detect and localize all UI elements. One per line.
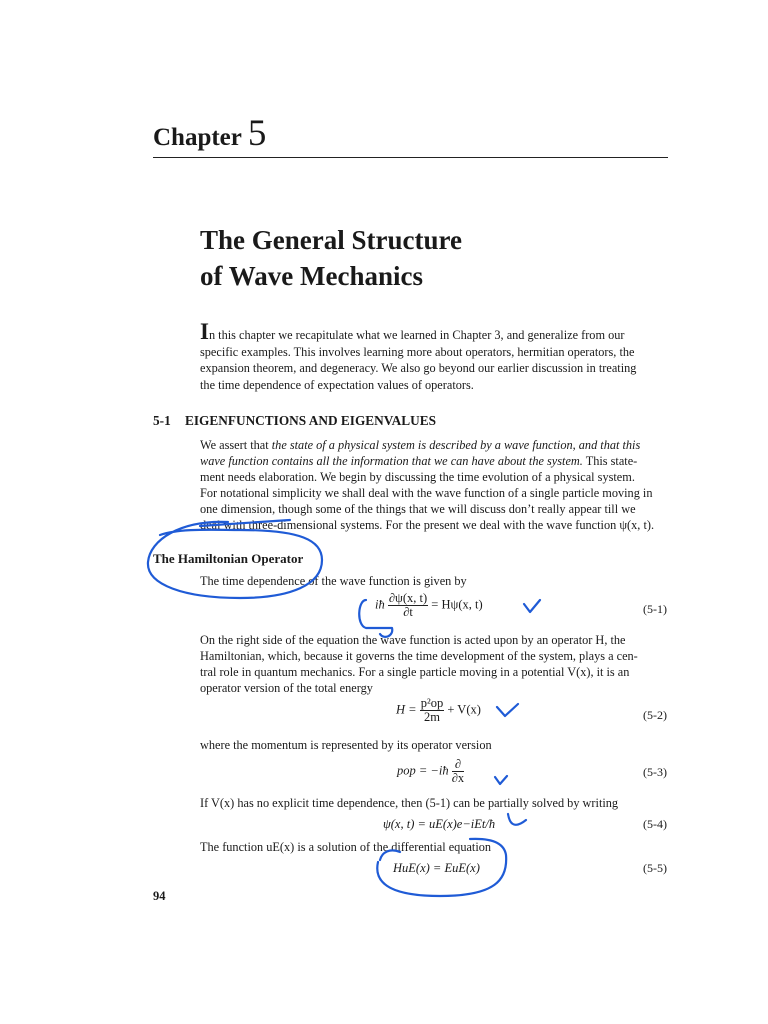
eq-denominator: ∂t bbox=[403, 605, 413, 619]
chapter-label: Chapter bbox=[153, 124, 242, 151]
equation-5-2 bbox=[396, 697, 481, 724]
equation-5-5 bbox=[393, 861, 480, 876]
ink-check-eq2 bbox=[497, 704, 518, 716]
subsection-heading: The Hamiltonian Operator bbox=[153, 551, 304, 566]
equation-number: (5-1) bbox=[643, 602, 667, 616]
equation-5-1 bbox=[375, 592, 483, 619]
intro-line: n this chapter we recapitulate what we learned in Chapter 3, and generalize from our bbox=[208, 328, 625, 342]
chapter-title-line1: The General Structure bbox=[200, 225, 462, 255]
momentum-text: where the momentum is represented by its operator version bbox=[200, 738, 492, 752]
paragraph-hamiltonian bbox=[200, 632, 670, 696]
eq-numerator: p²op bbox=[420, 696, 444, 710]
chapter-heading bbox=[153, 112, 266, 155]
equation-5-3 bbox=[397, 758, 464, 785]
equation-number: (5-4) bbox=[643, 817, 667, 831]
para-line: ment needs elaboration. We begin by discussing the time evolution of a physical system. bbox=[200, 470, 635, 484]
ink-check-eq1 bbox=[524, 600, 540, 612]
section-number: 5-1 bbox=[153, 413, 171, 428]
para-italic: wave function contains all the information that we can have about the system. bbox=[200, 454, 583, 468]
para-line: On the right side of the equation the wave function is acted upon by an operator H, the bbox=[200, 633, 626, 647]
eq-lhs: pop = −iħ bbox=[397, 763, 449, 778]
ink-check-eq3 bbox=[495, 776, 507, 784]
eq-rhs: = Hψ(x, t) bbox=[431, 597, 483, 612]
intro-line: specific examples. This involves learning more about operators, hermitian operators, the bbox=[200, 344, 635, 359]
drop-cap: I bbox=[200, 319, 209, 344]
eq-rhs: + V(x) bbox=[447, 702, 481, 717]
para-line: deal with three-dimensional systems. For the present we deal with the wave function ψ(x, t). bbox=[200, 518, 655, 532]
eq-prefix: iħ bbox=[375, 597, 385, 612]
eq-text: ψ(x, t) = uE(x)e−iEt/ħ bbox=[383, 817, 496, 831]
eq-fraction bbox=[420, 697, 445, 724]
equation-number: (5-5) bbox=[643, 861, 667, 875]
para-line: tral role in quantum mechanics. For a single particle moving in a potential V(x), it is an bbox=[200, 665, 630, 679]
para-italic: the state of a physical system is described by a wave function, and that this bbox=[271, 438, 641, 452]
eq-numerator: ∂ bbox=[452, 758, 464, 772]
eq-fraction bbox=[388, 592, 428, 619]
para-line: For notational simplicity we shall deal with the wave function of a single particle moving in bbox=[200, 486, 653, 500]
chapter-rule bbox=[153, 157, 668, 158]
ink-check-eq4 bbox=[508, 814, 526, 825]
para-line: one dimension, though some of the things that we will discuss don’t really appear till we bbox=[200, 502, 636, 516]
para-text: We assert that bbox=[200, 438, 272, 452]
section-heading bbox=[153, 413, 436, 429]
eq-fraction bbox=[452, 758, 464, 785]
equation-5-4 bbox=[383, 817, 495, 832]
time-dependence-text: The time dependence of the wave function is given by bbox=[200, 574, 467, 588]
intro-line: expansion theorem, and degeneracy. We also go beyond our earlier discussion in treating bbox=[200, 361, 637, 376]
intro-line: the time dependence of expectation values of operators. bbox=[200, 377, 474, 392]
eq-lhs: H = bbox=[396, 702, 417, 717]
para-line: operator version of the total energy bbox=[200, 681, 373, 695]
eq-denominator: 2m bbox=[423, 710, 440, 724]
chapter-number: 5 bbox=[247, 113, 267, 154]
equation-number: (5-3) bbox=[643, 765, 667, 779]
eq-numerator: ∂ψ(x, t) bbox=[388, 591, 428, 605]
chapter-title-line2: of Wave Mechanics bbox=[200, 261, 423, 291]
para-line: Hamiltonian, which, because it governs the time development of the system, plays a cen- bbox=[200, 649, 638, 663]
section-title: EIGENFUNCTIONS AND EIGENVALUES bbox=[185, 413, 436, 428]
function-text: The function uE(x) is a solution of the differential equation bbox=[200, 840, 492, 854]
para-text: This state- bbox=[582, 454, 638, 468]
eq-text: HuE(x) = EuE(x) bbox=[393, 861, 480, 875]
intro-paragraph bbox=[200, 319, 670, 393]
eq-denominator: ∂x bbox=[451, 771, 465, 785]
page-number: 94 bbox=[153, 889, 166, 903]
paragraph-state bbox=[200, 437, 670, 533]
vx-text: If V(x) has no explicit time dependence, then (5-1) can be partially solved by writing bbox=[200, 796, 619, 810]
equation-number: (5-2) bbox=[643, 708, 667, 722]
